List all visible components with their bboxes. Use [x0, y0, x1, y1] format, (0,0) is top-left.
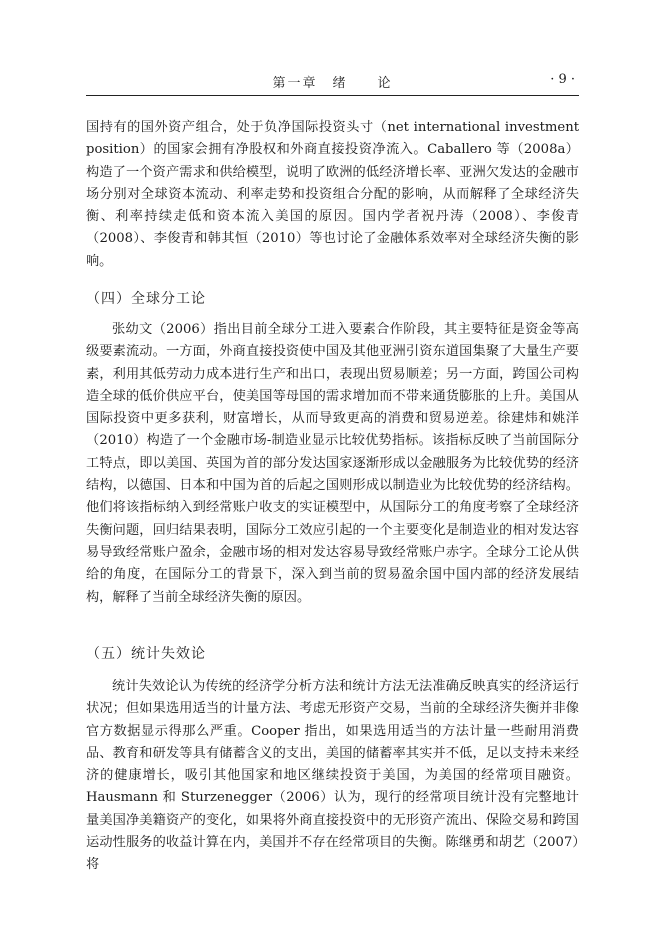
section-heading-global-division: （四）全球分工论 [86, 291, 206, 307]
chapter-title: 第一章 绪 论 [272, 76, 393, 91]
running-header [86, 70, 579, 90]
header-rule [86, 95, 579, 96]
page-number: · 9 · [550, 72, 575, 87]
paragraph-statistical-failure: 统计失效论认为传统的经济学分析方法和统计方法无法准确反映真实的经济运行状况；但如果选用适当的计量方法、考虑无形资产交易，当前的全球经济失衡并非像官方数据显示得那么严重。Cooper 指出，如果选用适当的方法计量一些耐用消费品、教育和研发等具有储蓄含义的支出，美国的储蓄率其实并不低，足以支持未来经济的健康增长，吸引其他国家和地区继续投资于美国，为美国的经常项目融资。Hausmann 和 Sturzenegger（2006）认为，现行的经常项目统计没有完整地计量美国净美籍资产的变化，如果将外商直接投资中的无形资产流出、保险交易和跨国运动性服务的收益计算在内，美国并不存在经常项目的失衡。陈继勇和胡艺（2007）将 [86, 679, 579, 873]
section-heading-statistical-failure: （五）统计失效论 [86, 646, 206, 662]
paragraph-continued: 国持有的国外资产组合，处于负净国际投资头寸（net international investment position）的国家会拥有净股权和外商直接投资净流入。Caballero 等（2008a）构造了一个资产需求和供给模型，说明了欧洲的低经济增长率、亚洲欠发达的金融市场分别对全球资本流动、利率走势和投资组合分配的影响，从而解释了全球经济失衡、利率持续走低和资本流入美国的原因。国内学者祝丹涛（2008）、李俊青（2008）、李俊青和韩其恒（2010）等也讨论了金融体系效率对全球经济失衡的影响。 [86, 120, 579, 269]
paragraph-global-division: 张幼文（2006）指出目前全球分工进入要素合作阶段，其主要特征是资金等高级要素流动。一方面，外商直接投资使中国及其他亚洲引资东道国集聚了大量生产要素，利用其低劳动力成本进行生产和出口，表现出贸易顺差；另一方面，跨国公司构造全球的低价供应平台，使美国等母国的需求增加而不带来通货膨胀的上升。美国从国际投资中更多获利，财富增长，从而导致更高的消费和贸易逆差。徐建炜和姚洋（2010）构造了一个金融市场-制造业显示比较优势指标。该指标反映了当前国际分工特点，即以美国、英国为首的部分发达国家逐渐形成以金融服务为比较优势的经济结构，以德国、日本和中国为首的后起之国则形成以制造业为比较优势的经济结构。他们将该指标纳入到经常账户收支的实证模型中，从国际分工的角度考察了全球经济失衡问题，回归结果表明，国际分工效应引起的一个主要变化是制造业的相对发达容易导致经常账户盈余，金融市场的相对发达容易导致经常账户赤字。全球分工论从供给的角度，在国际分工的背景下，深入到当前的贸易盈余国中国内部的经济发展结构，解释了当前全球经济失衡的原因。 [86, 322, 579, 605]
